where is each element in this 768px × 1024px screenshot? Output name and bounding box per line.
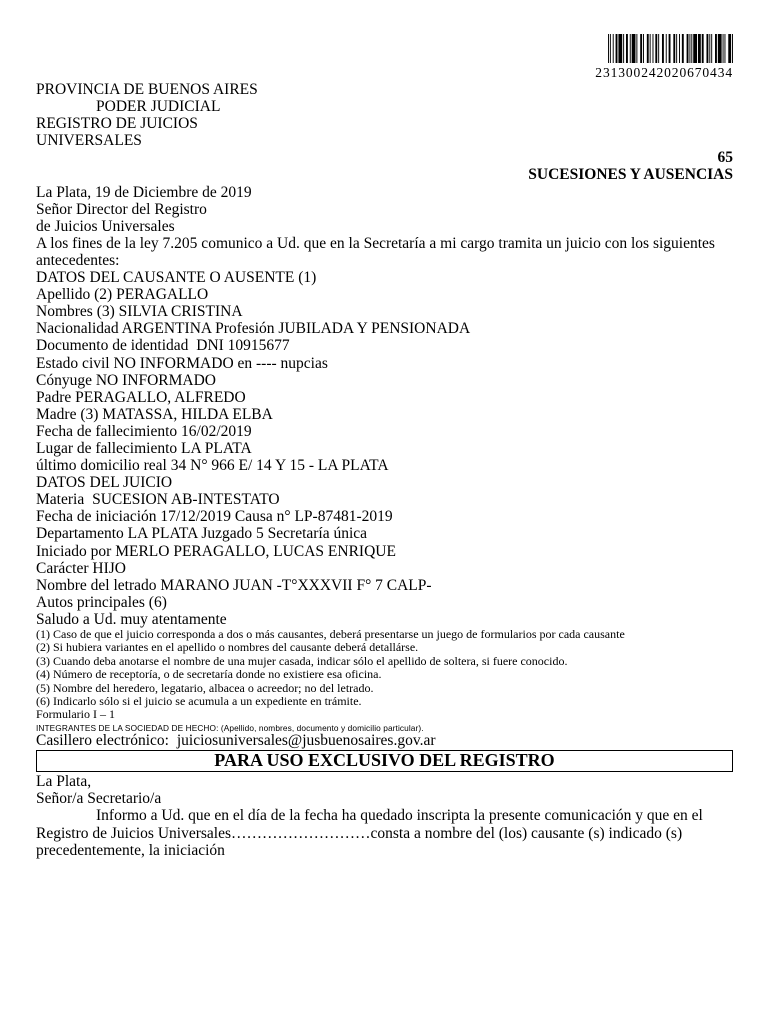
- civil-status-label: Estado civil: [36, 354, 110, 372]
- civil-status-line: [36, 355, 733, 372]
- death-date-label: Fecha de fallecimiento: [36, 422, 178, 440]
- civil-status-value: NO INFORMADO: [113, 354, 234, 372]
- death-place-label: Lugar de fallecimiento: [36, 439, 178, 457]
- communication-body: [36, 81, 733, 628]
- barcode-bar: [723, 34, 724, 63]
- last-address-value: 34 N° 966 E/ 14 Y 15 - LA PLATA: [170, 457, 389, 475]
- partnership-note: INTEGRANTES DE LA SOCIEDAD DE HECHO: (Apellido, nombres, documento y domicilio particular).: [36, 722, 424, 733]
- names-line: [36, 303, 733, 320]
- clerk-office-value: única: [333, 525, 368, 543]
- father-value: PERAGALLO, ALFREDO: [75, 388, 246, 406]
- barcode-bar: [608, 34, 609, 63]
- court-value: 5: [256, 525, 264, 543]
- barcode-bar: [623, 34, 624, 63]
- nationality-line: [36, 320, 733, 337]
- barcode-bar: [643, 34, 644, 63]
- deceased-section-title: DATOS DEL CAUSANTE O AUSENTE (1): [36, 269, 317, 287]
- initiated-by-value: MERLO PERAGALLO, LUCAS ENRIQUE: [115, 542, 396, 560]
- court-label: Juzgado: [201, 525, 253, 543]
- barcode-bar: [732, 34, 733, 63]
- nationality-label: Nacionalidad: [36, 320, 119, 338]
- mother-value: MATASSA, HILDA ELBA: [102, 405, 273, 423]
- footnote: (3) Cuando deba anotarse el nombre de una mujer casada, indicar sólo el apellido de soltera, si fuere conocido.: [36, 653, 568, 668]
- barcode-bar: [702, 34, 704, 63]
- death-place-value: LA PLATA: [181, 439, 252, 457]
- barcode-bar: [618, 34, 622, 63]
- intro-line-2: antecedentes:: [36, 251, 120, 269]
- last-address-label: último domicilio real: [36, 457, 167, 475]
- last-address-line: [36, 457, 733, 474]
- footnote: (1) Caso de que el juicio corresponda a dos o más causantes, deberá presentarse un juego de formularios por cada causante: [36, 627, 625, 641]
- barcode-bar: [709, 34, 710, 63]
- footnote: (2) Si hubiera variantes en el apellido o nombres del causante deberá detallárse.: [36, 640, 419, 655]
- spouse-value: NO INFORMADO: [95, 371, 216, 389]
- spouse-label: Cónyuge: [36, 371, 92, 389]
- barcode-bar: [728, 34, 731, 63]
- barcode-bar: [698, 34, 701, 63]
- barcode-bar: [715, 34, 717, 63]
- electronic-mailbox-line: [36, 732, 733, 749]
- barcode-bar: [724, 34, 725, 63]
- names-label: Nombres (3): [36, 303, 115, 321]
- electronic-mailbox-label: Casillero electrónico:: [36, 732, 169, 749]
- department-value: LA PLATA: [127, 525, 198, 543]
- barcode-bar: [650, 34, 651, 63]
- death-place-line: [36, 440, 733, 457]
- intro-line-1: A los fines de la ley 7.205 comunico a Ud. que en la Secretaría a mi cargo tramita un juicio con los siguientes: [36, 234, 715, 252]
- barcode-bar: [689, 34, 690, 63]
- barcode-number: 231300242020670434: [595, 65, 733, 80]
- subject-value: SUCESION AB-INTESTATO: [92, 491, 280, 509]
- profession-value: JUBILADA Y PENSIONADA: [278, 320, 471, 338]
- barcode-bar: [682, 34, 684, 63]
- addressee-line-1: Señor Director del Registro: [36, 200, 207, 218]
- registry-body-line-2: Registro de Juicios Universales………………………consta a nombre del (los) causante (s) indicado (s): [36, 824, 683, 842]
- start-date-label: Fecha de iniciación: [36, 508, 157, 526]
- spouse-line: [36, 372, 733, 389]
- id-document-value: DNI 10915677: [196, 337, 290, 355]
- barcode-bar: [676, 34, 677, 63]
- barcode-bar: [669, 34, 671, 63]
- barcode-bar: [630, 34, 631, 63]
- surname-line: [36, 286, 733, 303]
- barcode-bar: [687, 34, 689, 63]
- barcode-bar: [693, 34, 697, 63]
- surname-value: PERAGALLO: [116, 286, 209, 304]
- addressee-line-2: de Juicios Universales: [36, 217, 175, 235]
- footnotes: [36, 628, 733, 735]
- mother-line: [36, 406, 733, 423]
- footnote: (4) Número de receptoría, o de secretaría donde no existiere esa oficina.: [36, 667, 382, 682]
- barcode-bar: [662, 34, 664, 63]
- id-document-line: [36, 337, 733, 354]
- surname-label: Apellido (2): [36, 286, 113, 304]
- barcode-bar: [640, 34, 642, 63]
- barcode: [608, 34, 733, 63]
- barcode-bar: [613, 34, 614, 63]
- barcode-bar: [626, 34, 628, 63]
- place-date: La Plata, 19 de Diciembre de 2019: [36, 183, 252, 201]
- mother-label: Madre (3): [36, 405, 99, 423]
- registry-place: La Plata,: [36, 773, 92, 790]
- registry-section-body: [36, 773, 733, 859]
- lawyer-label: Nombre del letrado: [36, 576, 157, 594]
- nationality-value: ARGENTINA: [121, 320, 212, 338]
- electronic-mailbox-address: juiciosuniversales@jusbuenosaires.gov.ar: [176, 732, 436, 749]
- barcode-bar: [636, 34, 637, 63]
- profession-label: Profesión: [215, 320, 275, 338]
- footnote: (5) Nombre del heredero, legatario, albacea o acreedor; no del letrado.: [36, 680, 374, 695]
- barcode-bar: [711, 34, 712, 63]
- barcode-bar: [610, 34, 611, 63]
- barcode-bar: [647, 34, 649, 63]
- barcode-bar: [691, 34, 692, 63]
- form-id: Formulario I – 1: [36, 707, 115, 722]
- footnote: (6) Indicarlo sólo si el juicio se acumula a un expediente en trámite.: [36, 694, 362, 709]
- father-label: Padre: [36, 388, 72, 406]
- barcode-bar: [666, 34, 667, 63]
- department-line: [36, 525, 733, 542]
- death-date-value: 16/02/2019: [181, 422, 252, 440]
- initiated-by-label: Iniciado por: [36, 542, 112, 560]
- barcode-bar: [658, 34, 659, 63]
- barcode-bar: [655, 34, 657, 63]
- subject-line: [36, 491, 733, 508]
- barcode-bar: [673, 34, 675, 63]
- registry-addressee: Señor/a Secretario/a: [36, 790, 162, 808]
- start-date-line: [36, 508, 733, 525]
- header-registry: REGISTRO DE JUICIOS: [36, 115, 198, 133]
- registry-body-line-1: Informo a Ud. que en el día de la fecha ha quedado inscripta la presente comunicación y que en el: [96, 807, 703, 825]
- department-label: Departamento: [36, 525, 124, 543]
- registry-body-line-3: precedentemente, la iniciación: [36, 841, 225, 859]
- clerk-office-label: Secretaría: [267, 525, 330, 543]
- subject-label: Materia: [36, 491, 85, 509]
- closing: Saludo a Ud. muy atentamente: [36, 610, 227, 628]
- case-section-title: DATOS DEL JUICIO: [36, 474, 173, 492]
- barcode-bar: [632, 34, 636, 63]
- lawyer-line: [36, 577, 733, 594]
- role-label: Carácter: [36, 559, 89, 577]
- father-line: [36, 389, 733, 406]
- form-number: 65: [717, 149, 733, 167]
- initiated-by-line: [36, 543, 733, 560]
- barcode-bar: [718, 34, 722, 63]
- barcode-bar: [679, 34, 680, 63]
- death-date-line: [36, 423, 733, 440]
- start-date-value: 17/12/2019: [160, 508, 232, 526]
- header-judicial-power: PODER JUDICIAL: [96, 98, 221, 116]
- nuptials-value: en ---- nupcias: [237, 354, 328, 372]
- registry-section-title: PARA USO EXCLUSIVO DEL REGISTRO: [36, 750, 733, 772]
- role-line: [36, 560, 733, 577]
- barcode-bar: [616, 34, 618, 63]
- id-document-label: Documento de identidad: [36, 337, 189, 355]
- case-number-label: Causa n°: [234, 508, 291, 526]
- header-province: PROVINCIA DE BUENOS AIRES: [36, 81, 258, 98]
- role-value: HIJO: [92, 559, 126, 577]
- barcode-bar: [706, 34, 708, 63]
- lawyer-value: MARANO JUAN -T°XXXVII F° 7 CALP-: [160, 576, 432, 594]
- main-case-line: Autos principales (6): [36, 593, 167, 611]
- header-registry-cont: UNIVERSALES: [36, 132, 142, 150]
- names-value: SILVIA CRISTINA: [118, 303, 243, 321]
- barcode-bar: [653, 34, 654, 63]
- category-title: SUCESIONES Y AUSENCIAS: [528, 166, 733, 184]
- case-number-value: LP-87481-2019: [294, 508, 393, 526]
